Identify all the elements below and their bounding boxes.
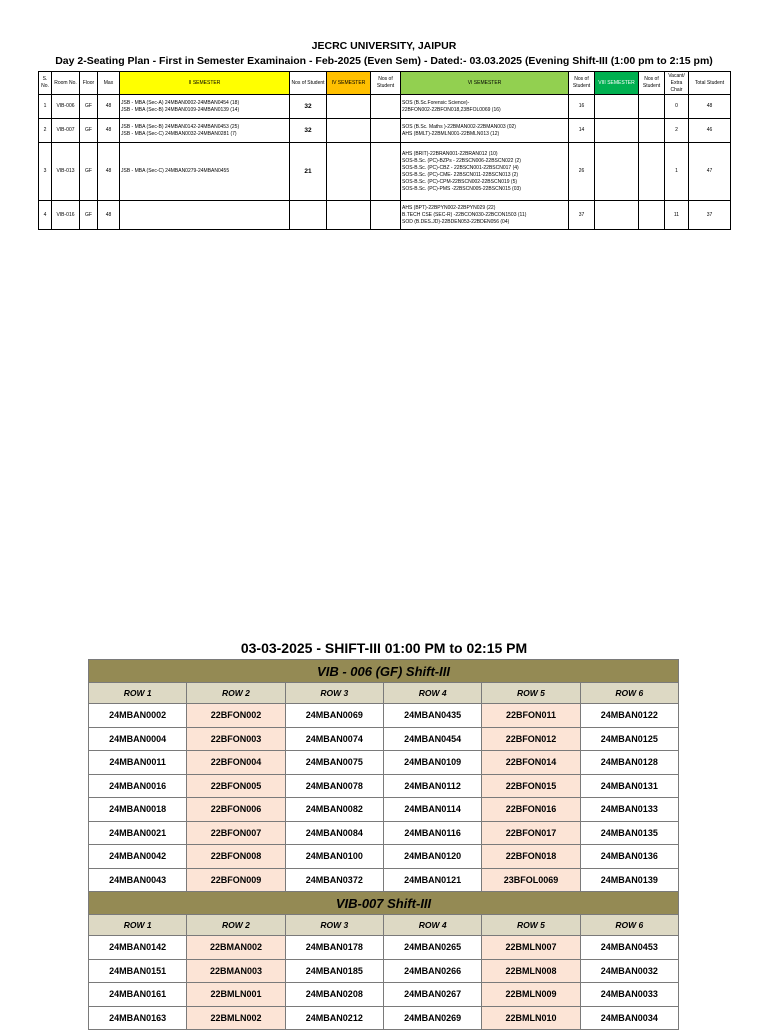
row-label: ROW 1 [89,683,187,704]
sem6-count: 16 [569,95,595,119]
seat-roll-number: 24MBAN0032 [580,959,678,983]
sem4-count [371,95,401,119]
floor: GF [80,143,98,201]
plan-row [39,201,731,230]
sem8-count [639,201,665,230]
col-sem2: II SEMESTER [120,72,290,95]
sem2-batches-line: JSB - MBA (Sec-B) 24MBAN0142-24MBAN0453 (25) [121,123,240,130]
sem6-count: 37 [569,201,595,230]
sem6-batches-line: 22BFON002-22BFON018,23BFOL0069 (16) [402,106,501,113]
seat-roll-number: 24MBAN0042 [89,845,187,869]
floor: GF [80,201,98,230]
row-label-header [89,915,679,936]
seat-roll-number: 24MBAN0133 [580,798,678,822]
seat-row [89,1006,679,1030]
row-label: ROW 6 [580,915,678,936]
seat-roll-number: 22BFON003 [187,727,285,751]
sem2-batches-line: JSB - MBA (Sec-A) 24MBAN0002-24MBAN0454 (18) [121,99,240,106]
sem2-batches [120,143,290,201]
room-number: VIB-016 [52,201,80,230]
sem6-batches-line: SOS-B.Sc. (PC)-BZPs - 22BSCN006-22BSCN022 (2) [402,157,521,164]
sem6-batches-line: AHS (BMLT)-22BMLN001-22BMLN013 (12) [402,130,500,137]
seat-roll-number: 24MBAN0016 [89,774,187,798]
university-name: JECRC UNIVERSITY, JAIPUR [311,40,457,52]
seat-roll-number: 22BMLN010 [482,1006,580,1030]
sem2-count: 32 [290,95,327,119]
seat-roll-number: 22BFON005 [187,774,285,798]
sem6-batches-line: SOS-B.Sc. (PC)-PMS -22BSCN005-22BSCN015 (03) [402,185,521,192]
col-total: Total Student [689,72,731,95]
serial-number: 4 [39,201,52,230]
seat-roll-number: 24MBAN0034 [580,1006,678,1030]
seat-roll-number: 24MBAN0011 [89,751,187,775]
seat-row [89,845,679,869]
col-sem8: VIII SEMESTER [595,72,639,95]
seat-row [89,774,679,798]
col-max: Max [98,72,120,95]
sem6-batches-line: SOS (B.Sc.Forensic Science)- [402,99,470,106]
seat-roll-number: 22BMLN001 [187,983,285,1007]
sem6-batches-line: SOS-B.Sc. (PC)-CME- 22BSCN011-22BSCN013 (2) [402,171,519,178]
room-number: VIB-007 [52,119,80,143]
seat-roll-number: 24MBAN0266 [383,959,481,983]
seat-row [89,704,679,728]
seating-plan-summary-table [38,71,731,230]
sem2-batches-line: JSB - MBA (Sec-C) 24MBAN0279-24MBAN0455 [121,168,230,174]
seat-roll-number: 22BFON004 [187,751,285,775]
row-label: ROW 3 [285,915,383,936]
sem2-count: 32 [290,119,327,143]
col-n6: Nos of Student [569,72,595,95]
sem6-count: 26 [569,143,595,201]
sem4-batches [327,201,371,230]
seat-row [89,798,679,822]
seat-roll-number: 24MBAN0082 [285,798,383,822]
seat-row [89,751,679,775]
serial-number: 2 [39,119,52,143]
seat-roll-number: 24MBAN0265 [383,936,481,960]
row-label: ROW 1 [89,915,187,936]
row-label: ROW 5 [482,915,580,936]
seat-roll-number: 24MBAN0021 [89,821,187,845]
seat-roll-number: 24MBAN0208 [285,983,383,1007]
seat-roll-number: 22BFON017 [482,821,580,845]
seat-roll-number: 24MBAN0372 [285,868,383,892]
seat-roll-number: 22BFON011 [482,704,580,728]
seat-roll-number: 24MBAN0212 [285,1006,383,1030]
col-floor: Floor [80,72,98,95]
sem2-batches-line: JSB - MBA (Sec-B) 24MBAN0109-24MBAN0139 (14) [121,106,240,113]
max-capacity: 48 [98,143,120,201]
sem2-count [290,201,327,230]
room-number: VIB-006 [52,95,80,119]
seat-roll-number: 24MBAN0139 [580,868,678,892]
row-label: ROW 5 [482,683,580,704]
sem6-batches-line: SOS-B.Sc. (PC)-CPM-22BSCN002-22BSCN019 (5) [402,178,518,185]
seat-roll-number: 22BFON015 [482,774,580,798]
serial-number: 3 [39,143,52,201]
sem8-batches [595,95,639,119]
sem6-batches [401,201,569,230]
seat-roll-number: 22BFON008 [187,845,285,869]
sem6-batches-line: SOS-B.Sc. (PC)-CBZ - 22BSCN001-22BSCN017 (4) [402,164,519,171]
seat-roll-number: 24MBAN0435 [383,704,481,728]
seat-roll-number: 22BMLN007 [482,936,580,960]
sem6-count: 14 [569,119,595,143]
seat-roll-number: 22BFON002 [187,704,285,728]
row-label: ROW 6 [580,683,678,704]
max-capacity: 48 [98,95,120,119]
seat-roll-number: 22BFON007 [187,821,285,845]
sem8-count [639,95,665,119]
summary-header-row [39,72,731,95]
sem4-count [371,143,401,201]
plan-row [39,143,731,201]
seat-roll-number: 24MBAN0178 [285,936,383,960]
sem2-batches [120,201,290,230]
sem6-batches-line: SOD (B.DES.JD)-22BDEN053-22BDEN056 (04) [402,218,510,225]
seat-roll-number: 24MBAN0142 [89,936,187,960]
sem6-batches-line: B.TECH CSE (SEC-R) -22BCON030-22BCON1503 (11) [402,211,527,218]
seat-roll-number: 22BMLN002 [187,1006,285,1030]
max-capacity: 48 [98,119,120,143]
sem4-count [371,201,401,230]
col-n8: Nos of Student [639,72,665,95]
seat-roll-number: 22BFON016 [482,798,580,822]
seat-roll-number: 22BFON006 [187,798,285,822]
col-room: Room No. [52,72,80,95]
sem8-count [639,119,665,143]
seat-roll-number: 24MBAN0069 [285,704,383,728]
room-band [89,892,679,915]
sem6-batches [401,119,569,143]
seat-row [89,959,679,983]
sem4-count [371,119,401,143]
seat-roll-number: 22BMLN008 [482,959,580,983]
seat-roll-number: 24MBAN0109 [383,751,481,775]
sem6-batches-line: AHS (BRIT)-22BRAN001-22BRAN012 (10) [402,150,498,157]
seat-roll-number: 23BFOL0069 [482,868,580,892]
seat-roll-number: 24MBAN0002 [89,704,187,728]
seat-roll-number: 24MBAN0084 [285,821,383,845]
seat-roll-number: 22BMAN003 [187,959,285,983]
seat-roll-number: 24MBAN0267 [383,983,481,1007]
seat-row [89,868,679,892]
seat-roll-number: 24MBAN0185 [285,959,383,983]
vacant-chairs: 11 [665,201,689,230]
vacant-chairs: 1 [665,143,689,201]
sem4-batches [327,119,371,143]
sem2-batches [120,95,290,119]
seat-roll-number: 24MBAN0112 [383,774,481,798]
seat-roll-number: 24MBAN0116 [383,821,481,845]
floor: GF [80,119,98,143]
serial-number: 1 [39,95,52,119]
sem2-batches-line: JSB - MBA (Sec-C) 24MBAN0032-24MBAN0281 (7) [121,130,237,137]
seat-roll-number: 22BFON018 [482,845,580,869]
col-sem4: IV SEMESTER [327,72,371,95]
total-students: 37 [689,201,731,230]
seat-roll-number: 22BMLN009 [482,983,580,1007]
seat-roll-number: 24MBAN0074 [285,727,383,751]
seat-roll-number: 24MBAN0136 [580,845,678,869]
seat-roll-number: 24MBAN0151 [89,959,187,983]
floor: GF [80,95,98,119]
row-label: ROW 2 [187,683,285,704]
row-label: ROW 2 [187,915,285,936]
seat-roll-number: 24MBAN0114 [383,798,481,822]
seat-roll-number: 24MBAN0075 [285,751,383,775]
seat-roll-number: 24MBAN0100 [285,845,383,869]
sem6-batches-line: SOS (B.Sc. Maths )-22BMAN002-22BMAN003 (02) [402,123,516,130]
seat-roll-number: 24MBAN0078 [285,774,383,798]
seat-roll-number: 22BFON012 [482,727,580,751]
col-sno: S. No. [39,72,52,95]
sem8-count [639,143,665,201]
seat-roll-number: 24MBAN0135 [580,821,678,845]
col-vacant: Vacant/ Extra Chair [665,72,689,95]
seat-roll-number: 24MBAN0004 [89,727,187,751]
seat-roll-number: 24MBAN0043 [89,868,187,892]
sem6-batches [401,143,569,201]
total-students: 47 [689,143,731,201]
plan-row [39,95,731,119]
sem8-batches [595,143,639,201]
seat-roll-number: 24MBAN0269 [383,1006,481,1030]
seat-row [89,936,679,960]
max-capacity: 48 [98,201,120,230]
seat-roll-number: 22BFON014 [482,751,580,775]
seat-row [89,727,679,751]
sem8-batches [595,201,639,230]
row-label: ROW 4 [383,915,481,936]
row-label: ROW 3 [285,683,383,704]
seat-roll-number: 24MBAN0454 [383,727,481,751]
sem2-count: 21 [290,143,327,201]
seat-roll-number: 24MBAN0128 [580,751,678,775]
seat-roll-number: 24MBAN0125 [580,727,678,751]
sem6-batches [401,95,569,119]
col-sem6: VI SEMESTER [401,72,569,95]
col-n2: Nos of Student [290,72,327,95]
sem4-batches [327,95,371,119]
seating-title: 03-03-2025 - SHIFT-III 01:00 PM to 02:15 PM [240,640,528,656]
seat-roll-number: 24MBAN0131 [580,774,678,798]
room-name: VIB - 006 (GF) Shift-III [89,660,679,683]
col-n4: Nos of Student [371,72,401,95]
vacant-chairs: 2 [665,119,689,143]
seat-roll-number: 24MBAN0018 [89,798,187,822]
seat-roll-number: 24MBAN0122 [580,704,678,728]
seat-row [89,983,679,1007]
room-seating-table [88,659,679,1030]
row-label-header [89,683,679,704]
room-name: VIB-007 Shift-III [89,892,679,915]
sem8-batches [595,119,639,143]
seat-roll-number: 22BFON009 [187,868,285,892]
sem2-batches [120,119,290,143]
room-number: VIB-013 [52,143,80,201]
vacant-chairs: 0 [665,95,689,119]
seat-roll-number: 22BMAN002 [187,936,285,960]
total-students: 48 [689,95,731,119]
seat-roll-number: 24MBAN0033 [580,983,678,1007]
seat-roll-number: 24MBAN0163 [89,1006,187,1030]
room-band [89,660,679,683]
seat-row [89,821,679,845]
total-students: 46 [689,119,731,143]
plan-row [39,119,731,143]
seat-roll-number: 24MBAN0121 [383,868,481,892]
sem4-batches [327,143,371,201]
seat-roll-number: 24MBAN0161 [89,983,187,1007]
seat-roll-number: 24MBAN0120 [383,845,481,869]
seat-roll-number: 24MBAN0453 [580,936,678,960]
sem6-batches-line: AHS (BPT)-22BPYN002-22BPYN029 (22) [402,204,496,211]
row-label: ROW 4 [383,683,481,704]
document-title: Day 2-Seating Plan - First in Semester Examinaion - Feb-2025 (Even Sem) - Dated:- 03.03.2025 (Evening Shift-III (1:00 pm to 2:15 pm) [55,55,713,67]
